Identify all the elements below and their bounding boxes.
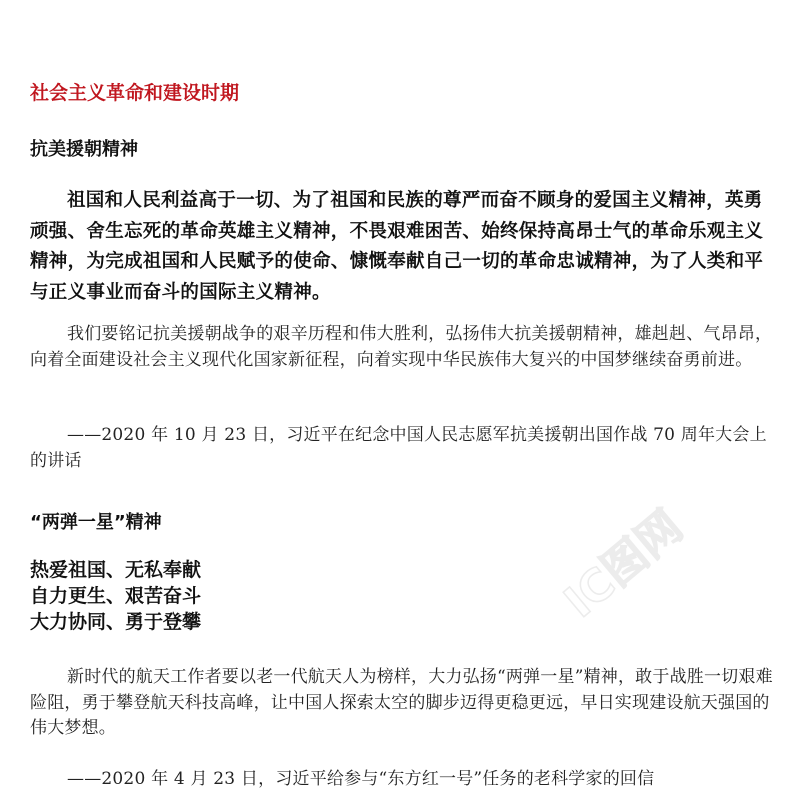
quote-liangdan: 新时代的航天工作者要以老一代航天人为榜样，大力弘扬“两弹一星”精神，敢于战胜一切艰难险阻，勇于攀登航天科技高峰，让中国人探索太空的脚步迈得更稳更远，早日实现建设航天强国的伟大梦想。 [30,667,773,738]
motto-item: 大力协同、勇于登攀 [30,611,202,633]
quote-kangmei: 我们要铭记抗美援朝战争的艰辛历程和伟大胜利，弘扬伟大抗美援朝精神，雄赳赳、气昂昂，向着全面建设社会主义现代化国家新征程，向着实现中华民族伟大复兴的中国梦继续奋勇前进。 [30,324,773,370]
section-title-liangdan: “两弹一星”精神 [30,512,162,533]
source-kangmei: ——2020 年 10 月 23 日，习近平在纪念中国人民志愿军抗美援朝出国作战 70 周年大会上的讲话 [30,425,767,471]
motto-list [30,557,201,635]
watermark-logo [520,470,760,630]
section-title-kangmei: 抗美援朝精神 [30,139,138,160]
motto-item: 热爱祖国、无私奉献 [30,559,202,581]
watermark-text: IC图网 [554,500,693,628]
source-liangdan: ——2020 年 4 月 23 日，习近平给参与“东方红一号”任务的老科学家的回信 [67,769,655,789]
period-heading: 社会主义革命和建设时期 [30,82,240,104]
spirit-summary-kangmei: 祖国和人民利益高于一切、为了祖国和民族的尊严而奋不顾身的爱国主义精神，英勇顽强、舍生忘死的革命英雄主义精神，不畏艰难困苦、始终保持高昂士气的革命乐观主义精神，为完成祖国和人民赋予的使命、慷慨奉献自己一切的革命忠诚精神，为了人类和平与正义事业而奋斗的国际主义精神。 [30,190,764,303]
motto-item: 自力更生、艰苦奋斗 [30,585,202,607]
